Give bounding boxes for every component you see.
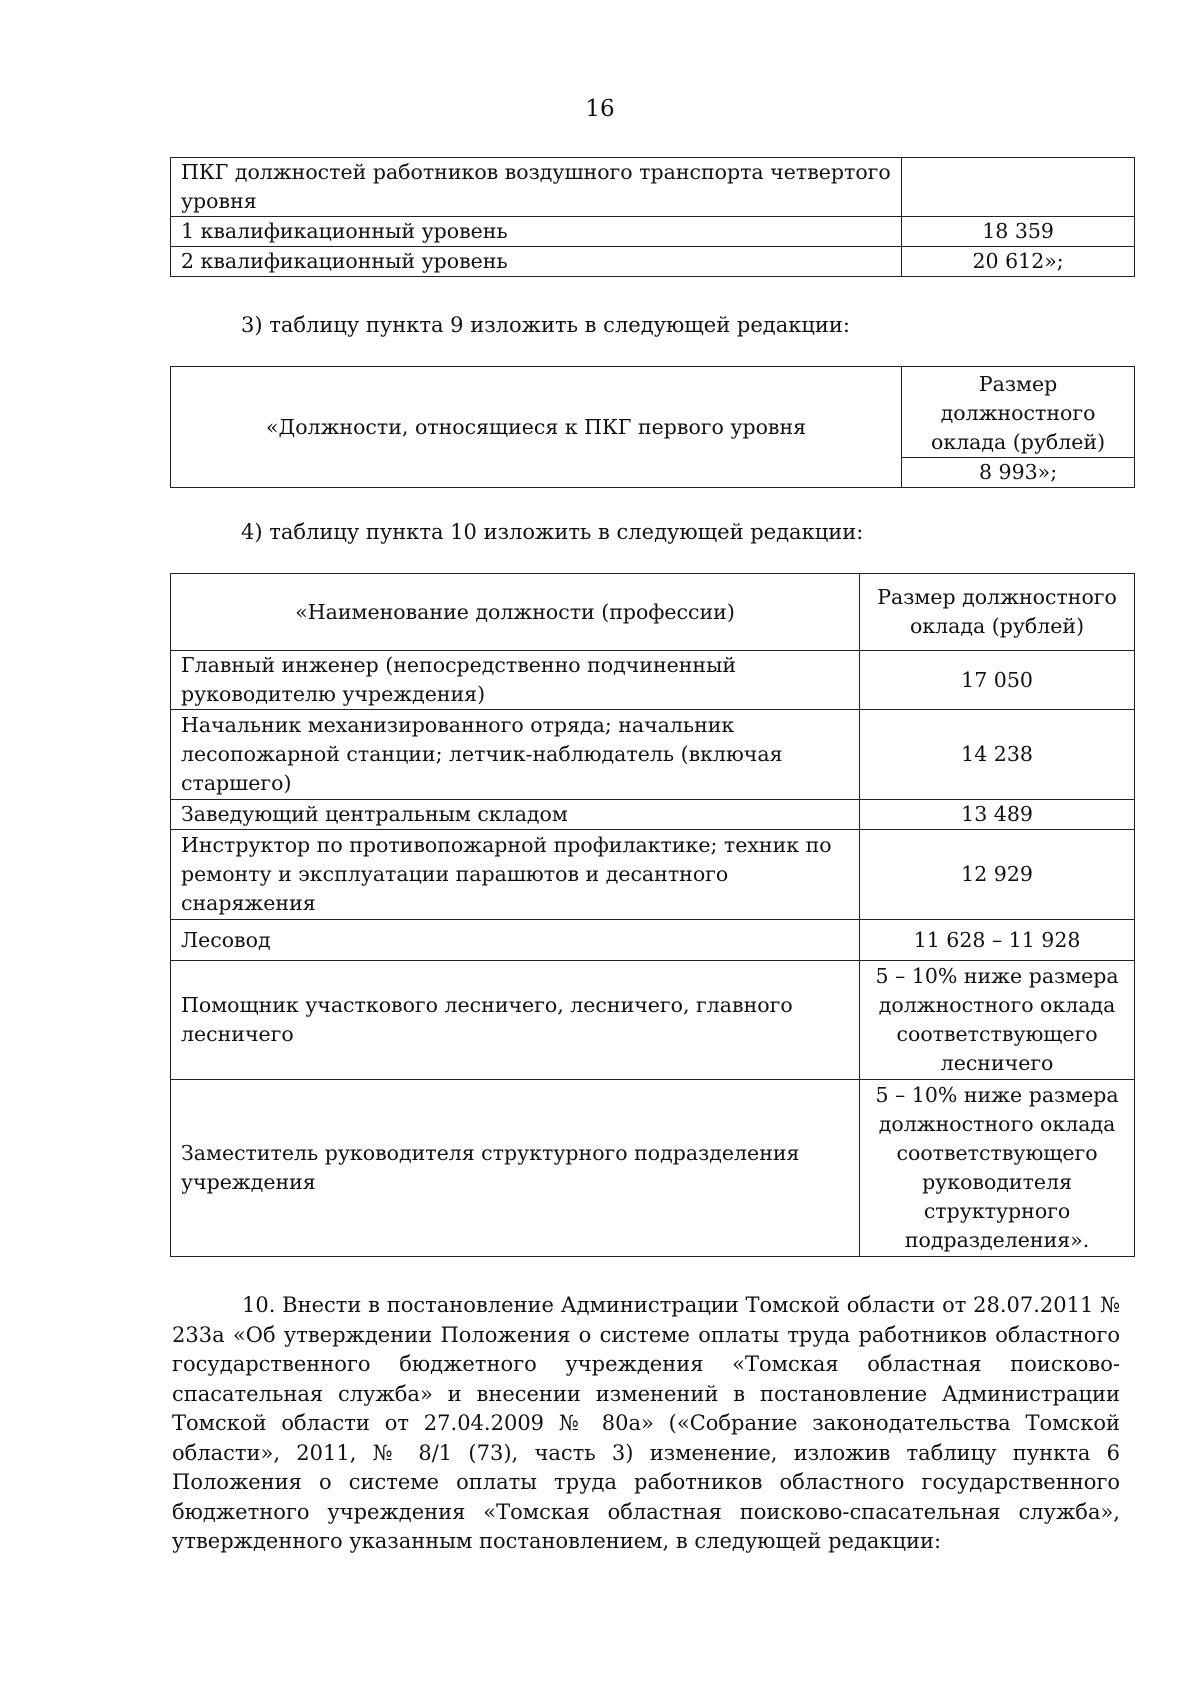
table-column-header: Размер должностного оклада (рублей): [902, 367, 1135, 458]
table-cell-salary: 13 489: [860, 800, 1135, 830]
table-cell-label: 2 квалификационный уровень: [171, 247, 902, 277]
table-cell-position: Лесовод: [171, 920, 860, 961]
table-column-header: Размер должностного оклада (рублей): [860, 574, 1135, 651]
table-cell-position: Начальник механизированного отряда; начальник лесопожарной станции; летчик-наблюдатель (включая старшего): [171, 710, 860, 800]
paragraph-item-3: 3) таблицу пункта 9 изложить в следующей редакции:: [241, 313, 850, 337]
table-cell-salary: 12 929: [860, 830, 1135, 920]
table-row: [171, 158, 1135, 217]
table-row: [171, 217, 1135, 247]
table-row: [171, 961, 1135, 1080]
table-cell-salary: 5 – 10% ниже размера должностного оклада соответствующего руководителя структурного подразделения».: [860, 1080, 1135, 1257]
table-cell-label: 1 квалификационный уровень: [171, 217, 902, 247]
table-cell-position: Главный инженер (непосредственно подчиненный руководителю учреждения): [171, 651, 860, 710]
table-row: [171, 367, 1135, 458]
table-cell-salary: 5 – 10% ниже размера должностного оклада соответствующего лесничего: [860, 961, 1135, 1080]
table-row: [171, 651, 1135, 710]
table-cell-label: «Должности, относящиеся к ПКГ первого уровня: [171, 367, 902, 488]
table-cell-position: Помощник участкового лесничего, лесничего, главного лесничего: [171, 961, 860, 1080]
table-group-header: ПКГ должностей работников воздушного транспорта четвертого уровня: [171, 158, 902, 217]
table-header-row: [171, 574, 1135, 651]
table-row: [171, 830, 1135, 920]
table-cell-value: 20 612»;: [902, 247, 1135, 277]
table-cell-salary: 11 628 – 11 928: [860, 920, 1135, 961]
table-cell-salary: 17 050: [860, 651, 1135, 710]
paragraph-item-4: 4) таблицу пункта 10 изложить в следующей редакции:: [241, 520, 864, 544]
page-number: 16: [585, 96, 615, 122]
paragraph-item-10: 10. Внести в постановление Администрации Томской области от 28.07.2011 № 233а «Об утверждении Положения о системе оплаты труда работников областного государственного бюджетного учреждения «Томская областная поисково-спасательная служба» и внесении изменений в постановление Администрации Томской области от 27.04.2009 № 80а» («Собрание законодательства Томской области», 2011, № 8/1 (73), часть 3) изменение, изложив таблицу пункта 6 Положения о системе оплаты труда работников областного государственного бюджетного учреждения «Томская областная поисково-спасательная служба», утвержденного указанным постановлением, в следующей редакции:: [172, 1293, 1120, 1553]
table-cell-value: 18 359: [902, 217, 1135, 247]
table-cell-position: Инструктор по противопожарной профилактике; техник по ремонту и эксплуатации парашютов и десантного снаряжения: [171, 830, 860, 920]
table-cell-salary: 14 238: [860, 710, 1135, 800]
table-pkg-air-transport: [170, 157, 1135, 277]
table-cell-position: Заместитель руководителя структурного подразделения учреждения: [171, 1080, 860, 1257]
table-cell-value: 8 993»;: [902, 458, 1135, 488]
table-cell-empty: [902, 158, 1135, 217]
table-row: [171, 920, 1135, 961]
table-row: [171, 247, 1135, 277]
table-row: [171, 1080, 1135, 1257]
table-row: [171, 710, 1135, 800]
table-row: [171, 800, 1135, 830]
table-pkg-first-level: [170, 366, 1135, 488]
table-positions: [170, 573, 1135, 1257]
table-column-header: «Наименование должности (профессии): [171, 574, 860, 651]
table-cell-position: Заведующий центральным складом: [171, 800, 860, 830]
